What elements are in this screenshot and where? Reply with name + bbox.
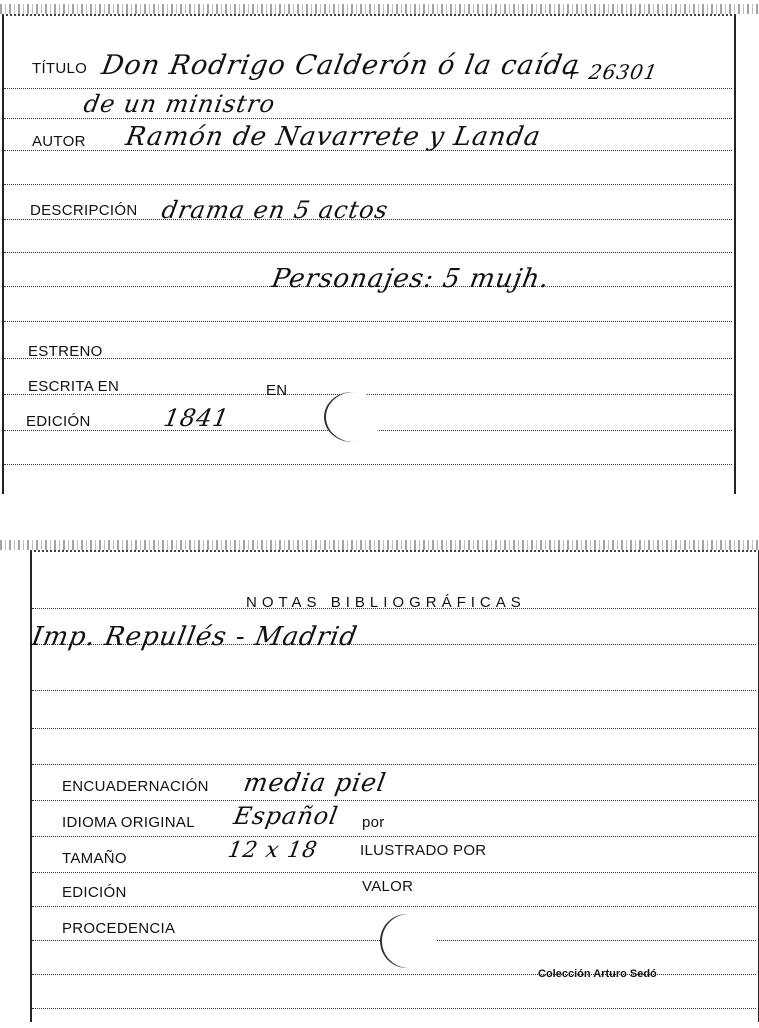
en-label: EN [266, 382, 288, 399]
notas-value: Imp. Repullés - Madrid [29, 622, 360, 652]
valor-label: VALOR [362, 878, 414, 895]
ruled-line [32, 764, 756, 765]
ilustrado-por-label: ILUSTRADO POR [360, 842, 487, 859]
scan-noise-middle [0, 540, 759, 550]
titulo-value-continued: de un ministro [81, 90, 278, 118]
ruled-line [4, 321, 732, 322]
escrita-en-label: ESCRITA EN [28, 378, 120, 395]
tamano-value: 12 x 18 [225, 838, 320, 863]
encuadernacion-label: ENCUADERNACIÓN [62, 778, 209, 795]
encuadernacion-value: media piel [241, 768, 389, 797]
punch-hole [326, 392, 382, 442]
descripcion-value: drama en 5 actos [159, 196, 391, 224]
coleccion-credit: Colección Arturo Sedó [538, 968, 657, 980]
ruled-line [32, 800, 756, 801]
ruled-line [32, 836, 756, 837]
notas-bibliograficas-title: NOTAS BIBLIOGRÁFICAS [246, 594, 526, 611]
titulo-label: TÍTULO [32, 60, 88, 77]
ruled-line [4, 184, 732, 185]
ruled-line [4, 358, 732, 359]
ruled-line [4, 118, 732, 119]
ruled-line [4, 88, 732, 89]
procedencia-label: PROCEDENCIA [62, 920, 176, 937]
edicion-label: EDICIÓN [26, 413, 91, 430]
estreno-label: ESTRENO [28, 343, 103, 360]
idioma-original-label: IDIOMA ORIGINAL [62, 814, 195, 831]
catalog-card-front [2, 14, 736, 494]
edicion-label: EDICIÓN [62, 884, 127, 901]
descripcion-label: DESCRIPCIÓN [30, 202, 138, 219]
ruled-line [32, 906, 756, 907]
catalog-card-back [30, 550, 759, 1022]
personajes-value: Personajes: 5 mujh. [269, 264, 553, 294]
titulo-value: Don Rodrigo Calderón ó la caída [99, 50, 583, 81]
ruled-line [32, 1008, 756, 1009]
autor-label: AUTOR [32, 133, 86, 150]
por-label: por [362, 814, 385, 831]
ruled-line [32, 690, 756, 691]
catalog-number: + 26301 [561, 60, 660, 84]
idioma-original-value: Español [231, 802, 341, 830]
scan-noise-top [0, 4, 759, 14]
ruled-line [32, 872, 756, 873]
autor-value: Ramón de Navarrete y Landa [123, 122, 544, 152]
edicion-value: 1841 [161, 404, 232, 432]
ruled-line [4, 464, 732, 465]
tamano-label: TAMAÑO [62, 850, 127, 867]
ruled-line [4, 252, 732, 253]
ruled-line [32, 728, 756, 729]
punch-hole [382, 914, 436, 968]
